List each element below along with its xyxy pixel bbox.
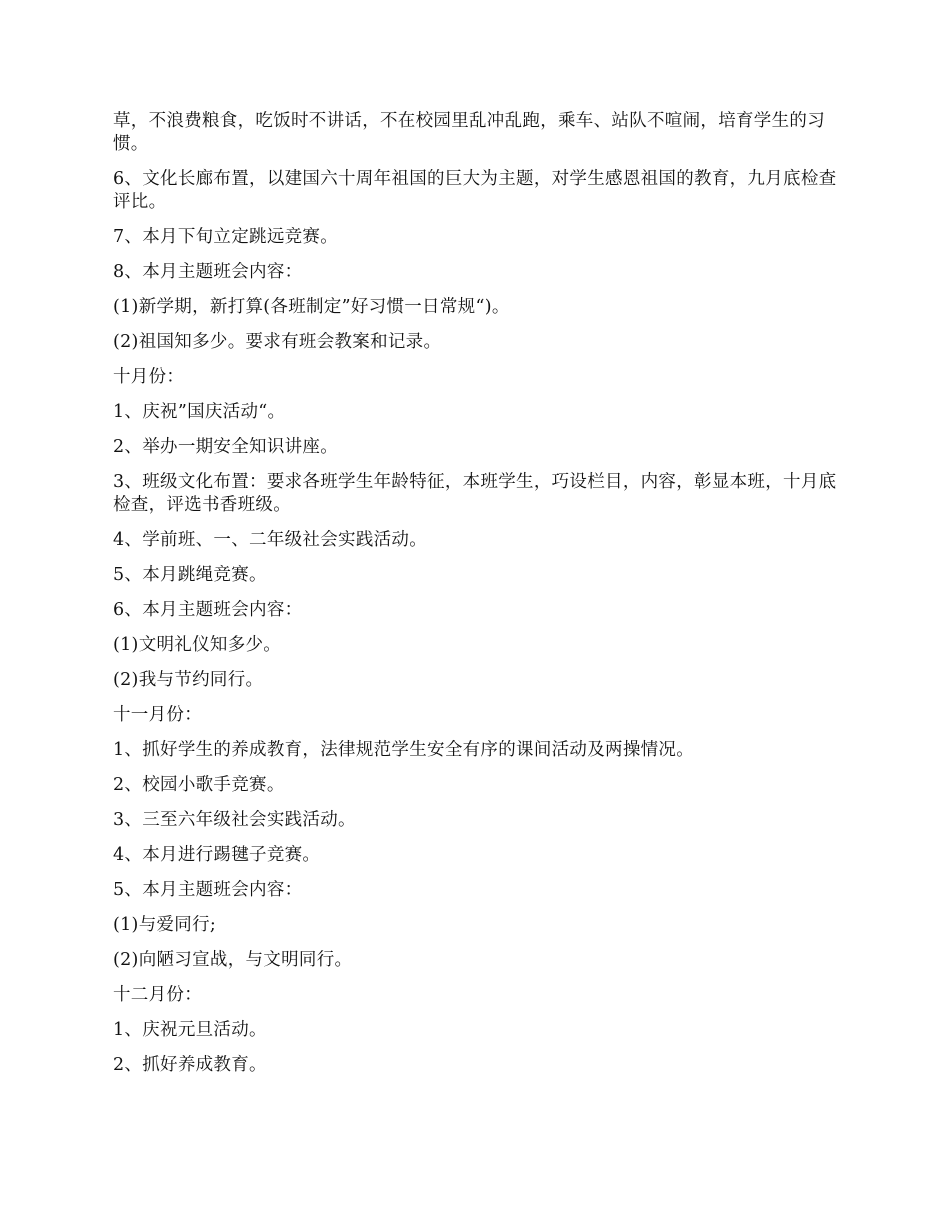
paragraph: 2、抓好养成教育。	[113, 1055, 267, 1075]
paragraph: (2)祖国知多少。要求有班会教案和记录。	[113, 332, 442, 352]
paragraph: 1、庆祝”国庆活动“。	[113, 402, 286, 422]
section-heading: 十二月份：	[113, 985, 202, 1005]
paragraph: 4、学前班、一、二年级社会实践活动。	[113, 530, 428, 550]
paragraph: 5、本月跳绳竞赛。	[113, 565, 267, 585]
paragraph: 6、本月主题班会内容：	[113, 600, 303, 620]
section-heading: 十月份：	[113, 367, 185, 387]
paragraph: 草，不浪费粮食，吃饭时不讲话，不在校园里乱冲乱跑，乘车、站队不喧闹，培育学生的习惯。	[113, 111, 825, 154]
paragraph: (2)向陋习宣战，与文明同行。	[113, 950, 353, 970]
paragraph: 4、本月进行踢毽子竞赛。	[113, 845, 321, 865]
paragraph: 6、文化长廊布置，以建国六十周年祖国的巨大为主题，对学生感恩祖国的教育，九月底检查评比。	[113, 169, 837, 212]
section-heading: 十一月份：	[113, 705, 202, 725]
paragraph: 7、本月下旬立定跳远竞赛。	[113, 227, 339, 247]
paragraph: 5、本月主题班会内容：	[113, 880, 303, 900]
paragraph: (2)我与节约同行。	[113, 670, 264, 690]
paragraph: 1、庆祝元旦活动。	[113, 1020, 267, 1040]
document-page	[113, 110, 845, 1089]
paragraph: 3、三至六年级社会实践活动。	[113, 810, 356, 830]
paragraph: 8、本月主题班会内容：	[113, 262, 303, 282]
paragraph: 2、校园小歌手竞赛。	[113, 775, 285, 795]
paragraph: 1、抓好学生的养成教育，法律规范学生安全有序的课间活动及两操情况。	[113, 740, 695, 760]
paragraph: (1)与爱同行;	[113, 915, 217, 935]
paragraph: (1)新学期，新打算(各班制定”好习惯一日常规“)。	[113, 297, 510, 317]
paragraph: (1)文明礼仪知多少。	[113, 635, 282, 655]
paragraph: 2、举办一期安全知识讲座。	[113, 437, 339, 457]
paragraph: 3、班级文化布置：要求各班学生年龄特征，本班学生，巧设栏目，内容，彰显本班，十月底检查，评选书香班级。	[113, 472, 837, 515]
